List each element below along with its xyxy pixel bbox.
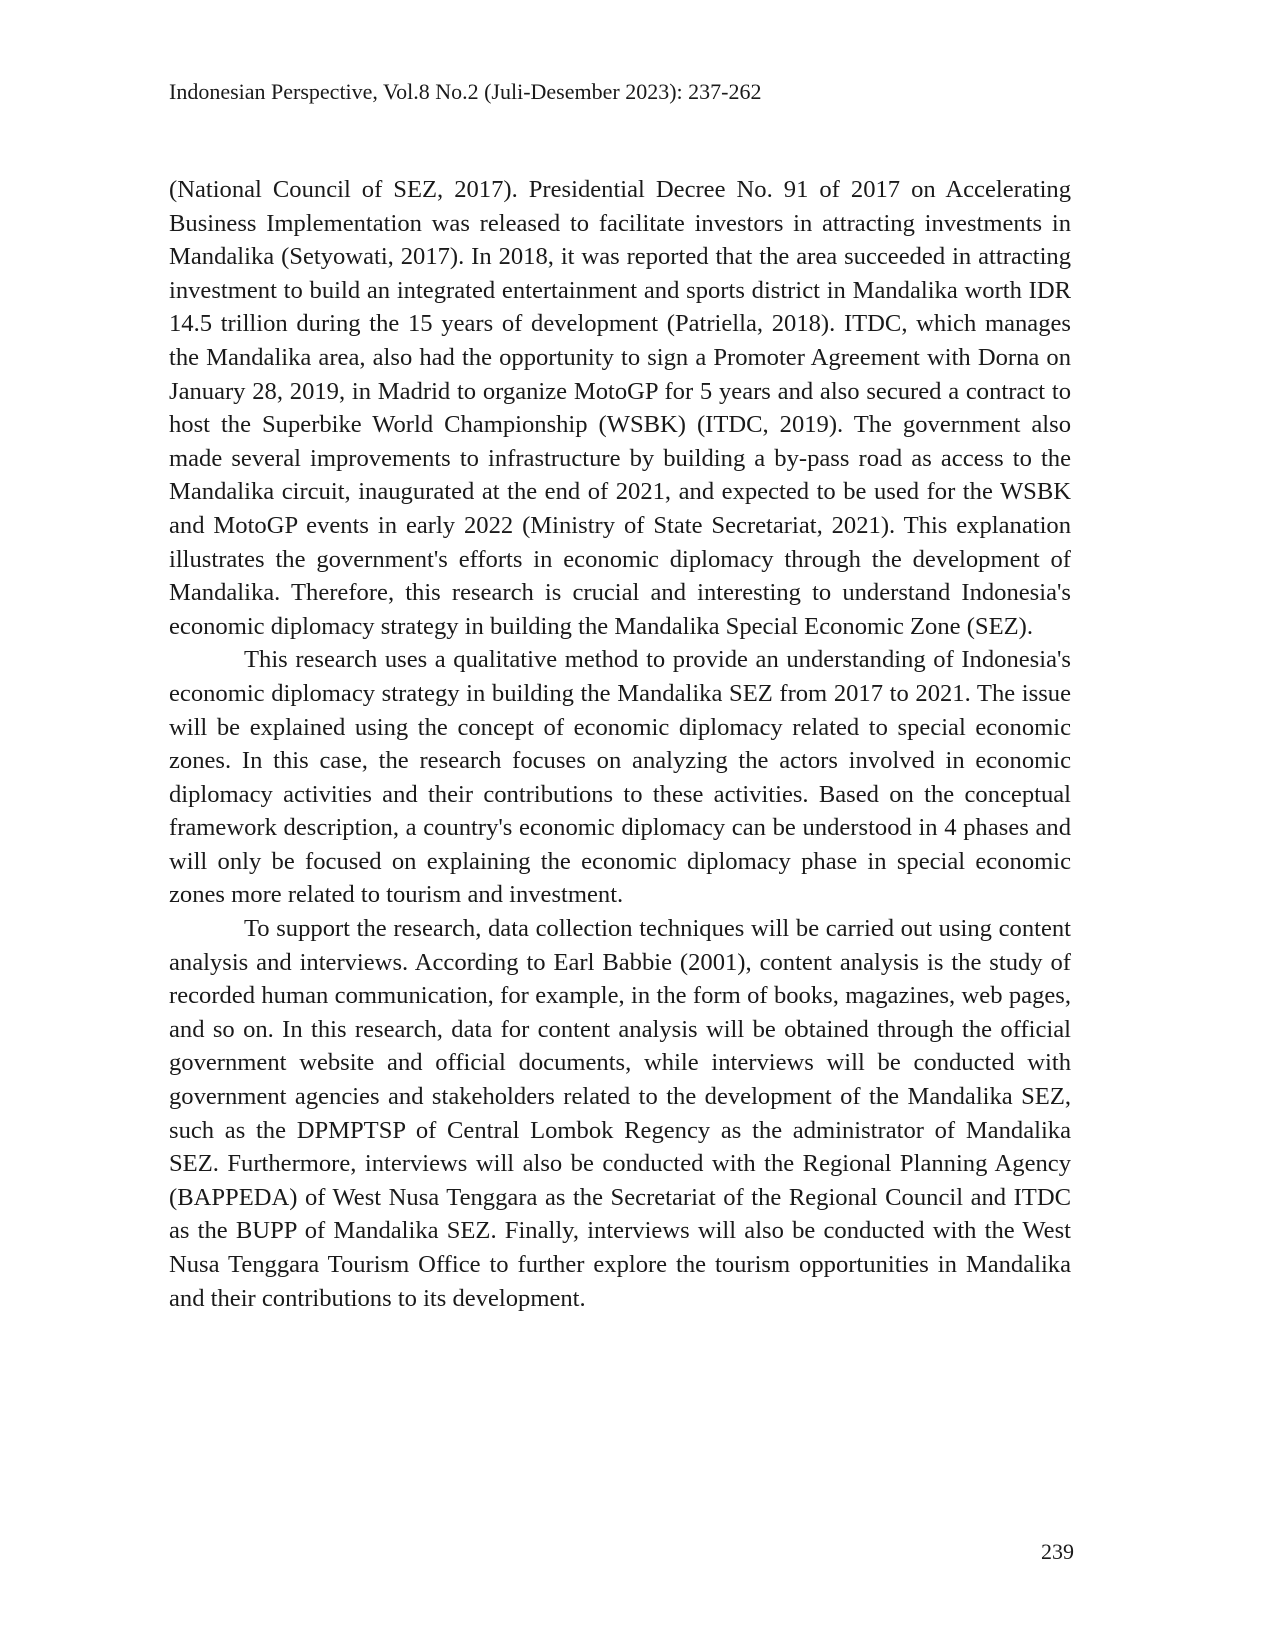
paragraph-2: This research uses a qualitative method to provide an understanding of Indonesia's economic diplomacy strategy in building the Mandalika SEZ from 2017 to 2021. The issue will be explained using the concept of economic diplomacy related to special economic zones. In this case, the research focuses on analyzing the actors involved in economic diplomacy activities and their contributions to these activities. Based on the conceptual framework description, a country's economic diplomacy can be understood in 4 phases and will only be focused on explaining the economic diplomacy phase in special economic zones more related to tourism and investment. [169, 646, 1071, 909]
page-number: 239 [1041, 1539, 1074, 1564]
paragraph-1: (National Council of SEZ, 2017). Presidential Decree No. 91 of 2017 on Accelerating Business Implementation was released to facilitate investors in attracting investments in Mandalika (Setyowati, 2017). In 2018, it was reported that the area succeeded in attracting investment to build an integrated entertainment and sports district in Mandalika worth IDR 14.5 trillion during the 15 years of development (Patriella, 2018). ITDC, which manages the Mandalika area, also had the opportunity to sign a Promoter Agreement with Dorna on January 28, 2019, in Madrid to organize MotoGP for 5 years and also secured a contract to host the Superbike World Championship (WSBK) (ITDC, 2019). The government also made several improvements to infrastructure by building a by-pass road as access to the Mandalika circuit, inaugurated at the end of 2021, and expected to be used for the WSBK and MotoGP events in early 2022 (Ministry of State Secretariat, 2021). This explanation illustrates the government's efforts in economic diplomacy through the development of Mandalika. Therefore, this research is crucial and interesting to understand Indonesia's economic diplomacy strategy in building the Mandalika Special Economic Zone (SEZ). [169, 176, 1071, 640]
running-header: Indonesian Perspective, Vol.8 No.2 (Juli-Desember 2023): 237-262 [169, 79, 762, 104]
paragraph-3: To support the research, data collection techniques will be carried out using content analysis and interviews. According to Earl Babbie (2001), content analysis is the study of recorded human communication, for example, in the form of books, magazines, web pages, and so on. In this research, data for content analysis will be obtained through the official government website and official documents, while interviews will be conducted with government agencies and stakeholders related to the development of the Mandalika SEZ, such as the DPMPTSP of Central Lombok Regency as the administrator of Mandalika SEZ. Furthermore, interviews will also be conducted with the Regional Planning Agency (BAPPEDA) of West Nusa Tenggara as the Secretariat of the Regional Council and ITDC as the BUPP of Mandalika SEZ. Finally, interviews will also be conducted with the West Nusa Tenggara Tourism Office to further explore the tourism opportunities in Mandalika and their contributions to its development. [169, 915, 1071, 1312]
article-body [169, 173, 1071, 1315]
